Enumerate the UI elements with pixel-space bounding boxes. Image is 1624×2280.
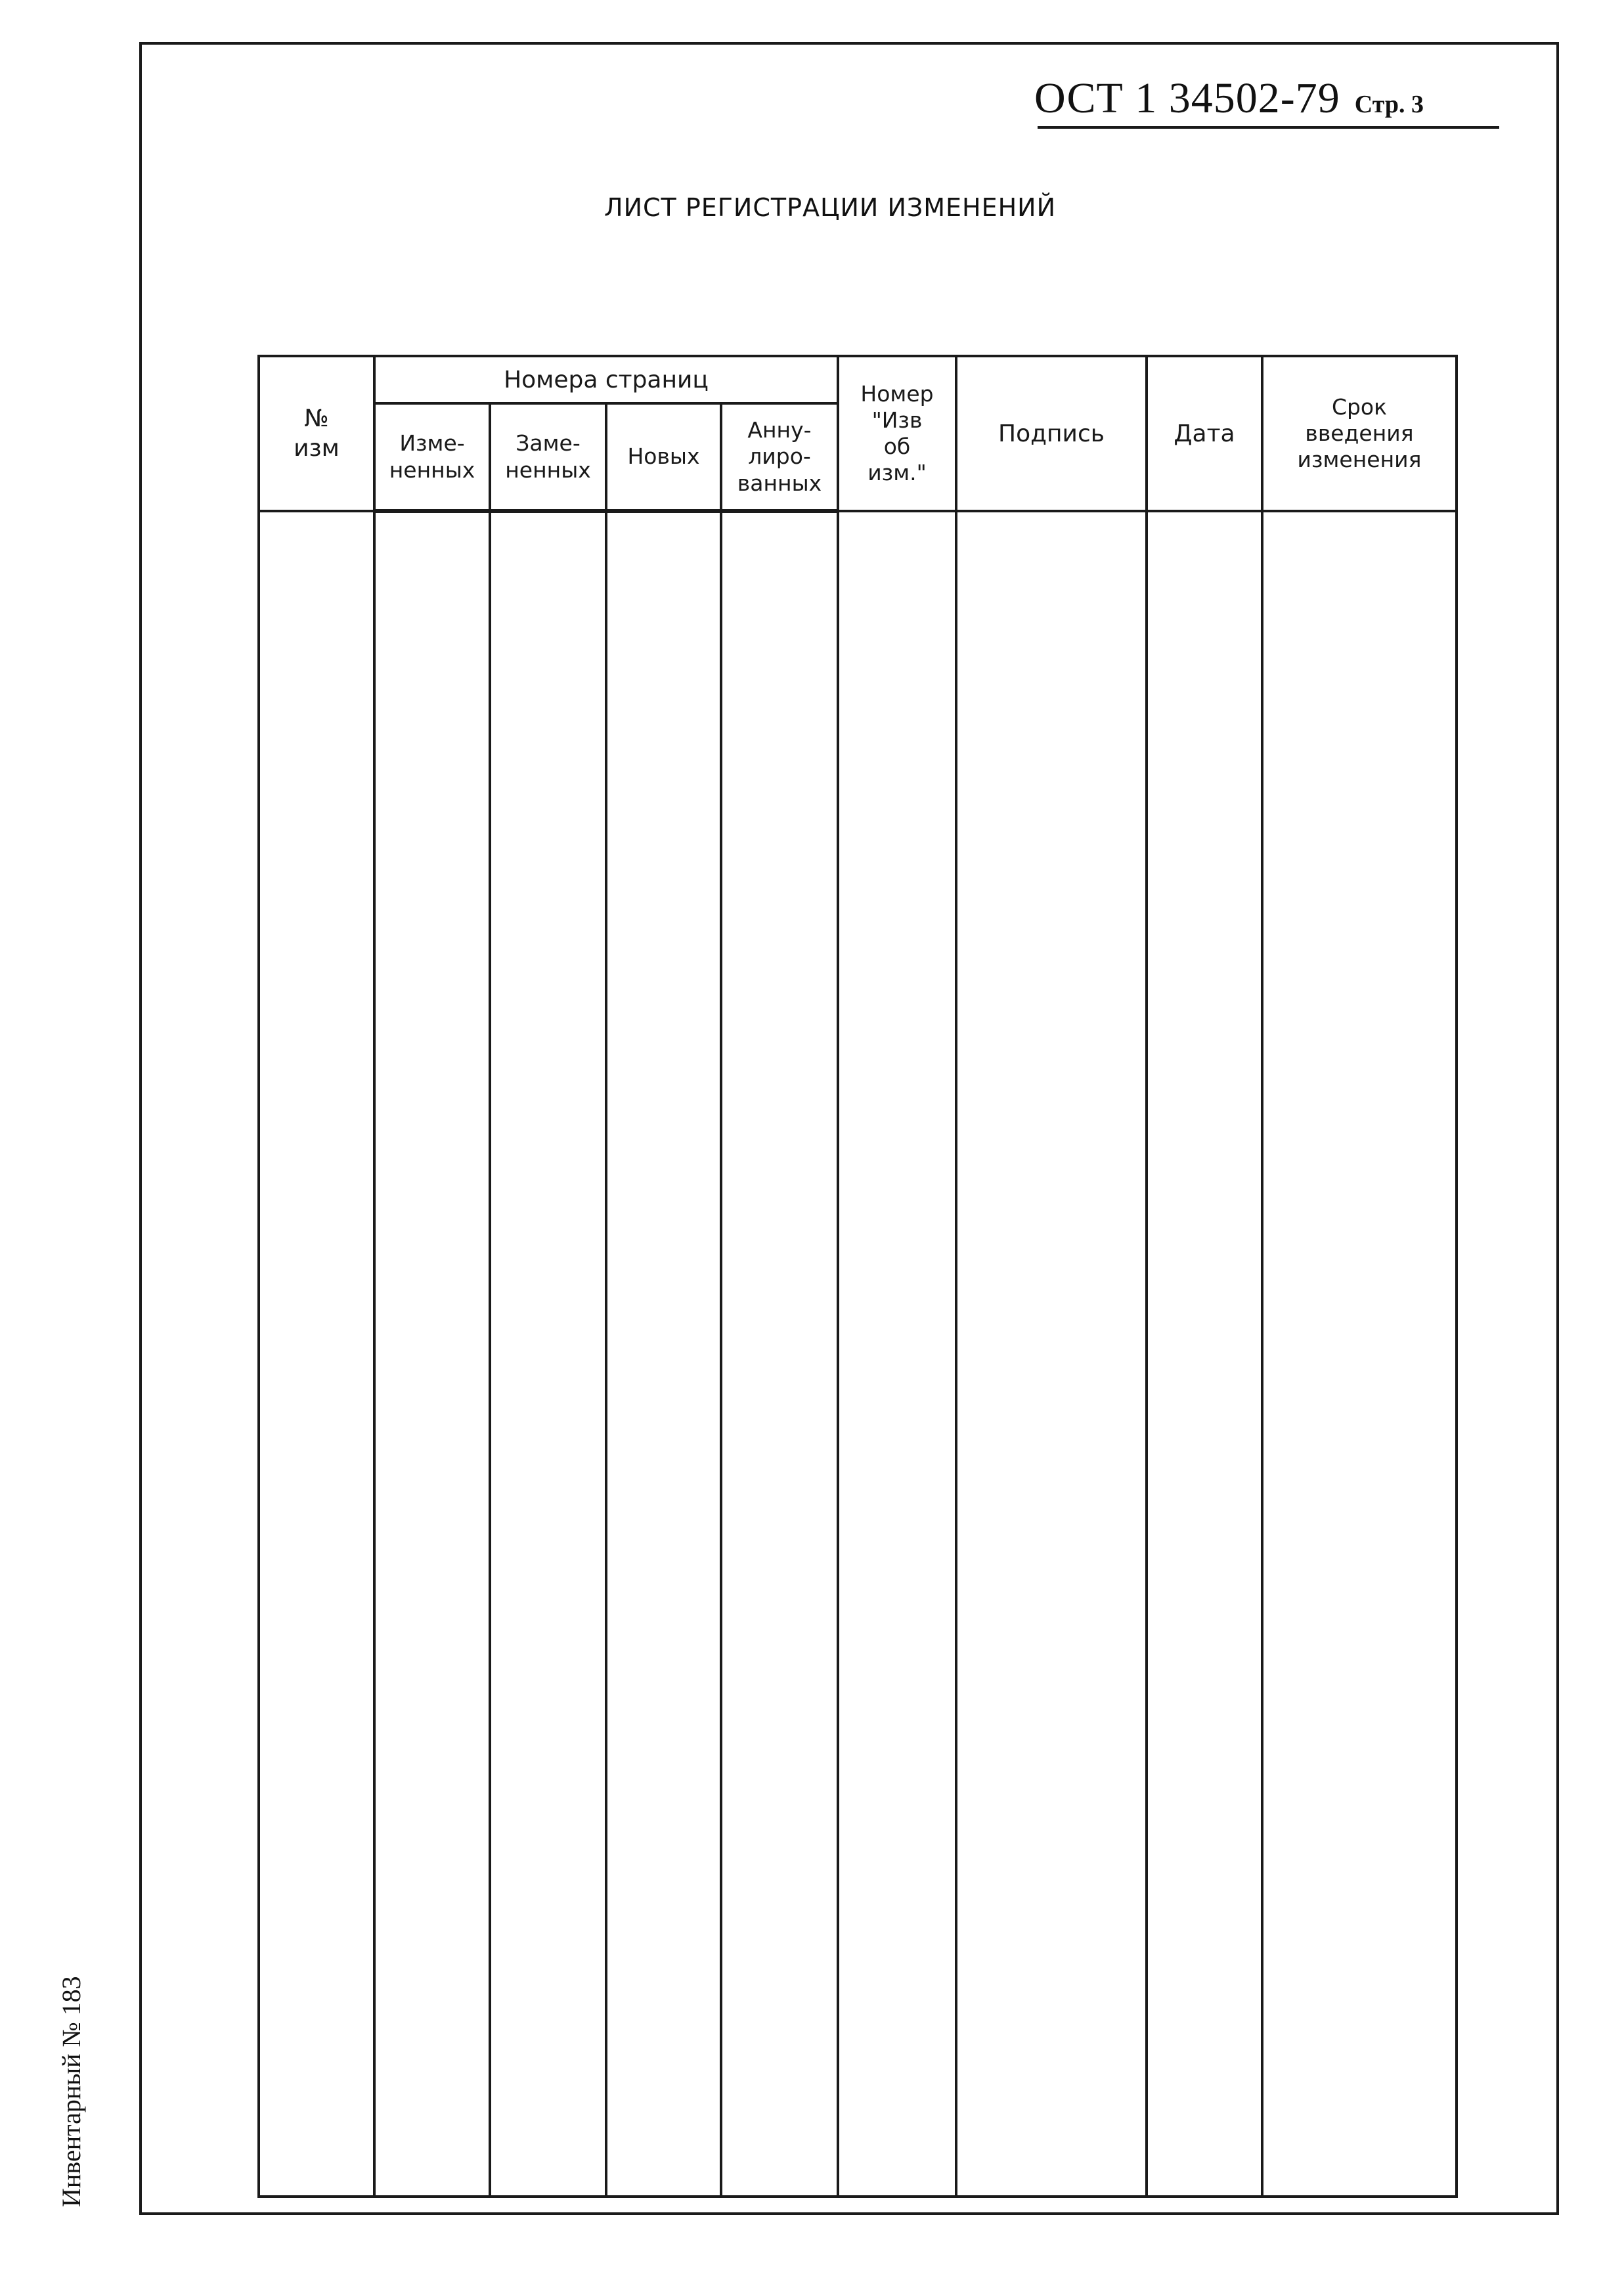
- cell-notice-number[interactable]: [838, 511, 956, 2197]
- col-changed-pages: Изме- ненных: [374, 403, 490, 511]
- document-number: ОСТ 1 34502-79: [1034, 74, 1340, 122]
- cell-new-pages[interactable]: [606, 511, 721, 2197]
- document-code-underline: [1038, 126, 1499, 129]
- col-notice-number: Номер "Изв об изм.": [838, 356, 956, 511]
- cell-annulled-pages[interactable]: [721, 511, 838, 2197]
- col-new-pages: Новых: [606, 403, 721, 511]
- change-registration-table: [257, 355, 1458, 2198]
- cell-date[interactable]: [1147, 511, 1262, 2197]
- col-replaced-pages: Заме- ненных: [490, 403, 606, 511]
- cell-deadline[interactable]: [1262, 511, 1457, 2197]
- col-change-number: № изм: [259, 356, 374, 511]
- col-annulled-pages: Анну- лиро- ванных: [721, 403, 838, 511]
- page-number: Стр. 3: [1354, 91, 1424, 118]
- cell-changed-pages[interactable]: [374, 511, 490, 2197]
- col-signature: Подпись: [956, 356, 1147, 511]
- col-deadline: Срок введения изменения: [1262, 356, 1457, 511]
- cell-signature[interactable]: [956, 511, 1147, 2197]
- col-group-page-numbers: Номера страниц: [374, 356, 838, 403]
- col-date: Дата: [1147, 356, 1262, 511]
- cell-change-number[interactable]: [259, 511, 374, 2197]
- cell-replaced-pages[interactable]: [490, 511, 606, 2197]
- inventory-number: Инвентарный № 183: [56, 1976, 86, 2207]
- table-row: [259, 511, 1457, 2197]
- document-code: [1034, 74, 1498, 126]
- sheet-title: ЛИСТ РЕГИСТРАЦИИ ИЗМЕНЕНИЙ: [604, 193, 1057, 222]
